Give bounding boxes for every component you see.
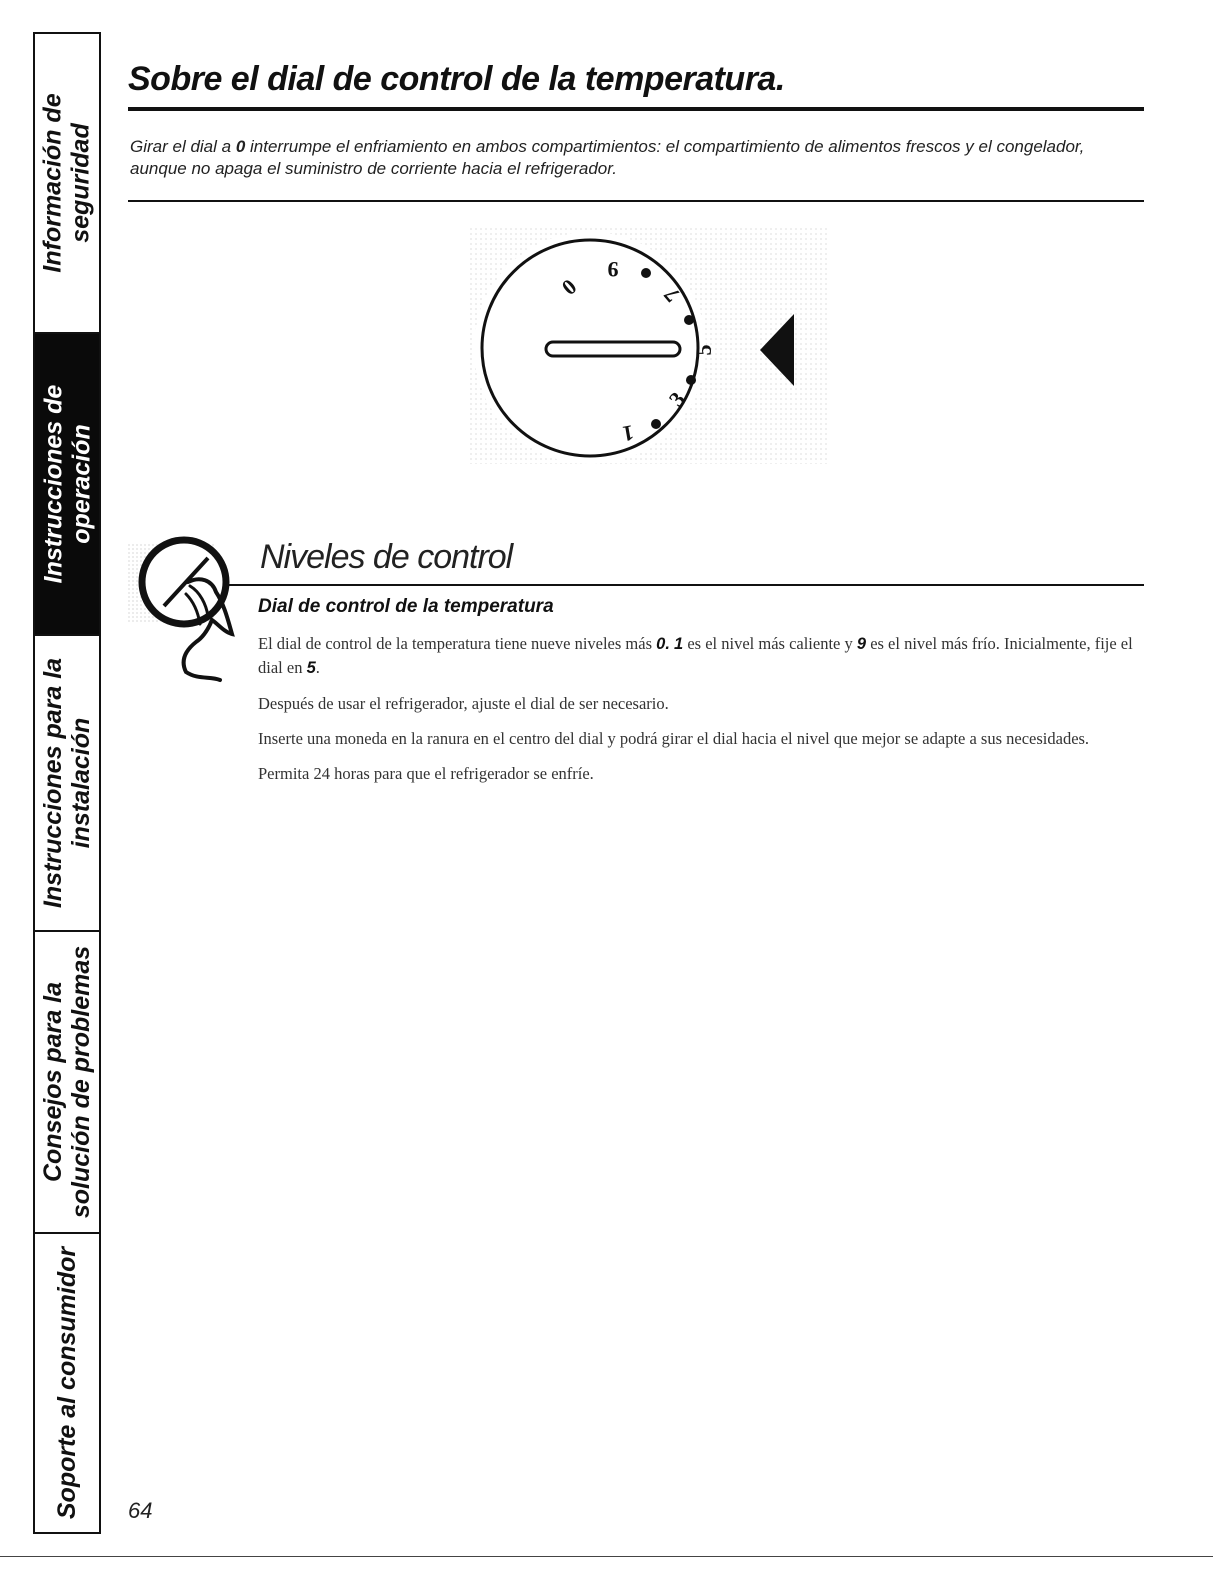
tab-label-line: instalación <box>67 717 96 849</box>
bold-value: 9 <box>856 635 867 653</box>
dial-dot <box>684 315 694 325</box>
tab-label-line: Consejos para la <box>39 981 67 1183</box>
paragraph-text: . <box>315 658 320 677</box>
dial-number-3: 3 <box>663 386 690 412</box>
dial-number-9: 9 <box>607 257 619 282</box>
tab-label-line: seguridad <box>67 123 95 243</box>
paragraph-text: es el nivel más frío. Inicialmente, fije el dial en <box>258 634 1133 677</box>
intro-divider <box>128 200 1144 202</box>
intro-bold-zero: 0 <box>235 137 246 156</box>
tab-label-line: Soporte al consumidor <box>53 1246 82 1520</box>
paragraph-levels <box>258 632 1142 680</box>
section-body <box>258 632 1142 797</box>
title-divider <box>128 107 1144 111</box>
page-number: 64 <box>128 1498 153 1523</box>
bold-value: 5 <box>306 659 316 677</box>
tab-informacion-de-seguridad[interactable] <box>35 34 99 334</box>
dial-dot <box>651 419 661 429</box>
intro-text: Girar el dial a <box>130 137 236 156</box>
intro-text: interrumpe el enfriamiento en ambos compartimientos: el compartimiento de alimentos frescos y el congelador, aunque no apaga el suministro de corriente hacia el refrigerador. <box>130 137 1085 178</box>
paragraph-text: es el nivel más caliente y <box>683 634 857 653</box>
page-title: Sobre el dial de control de la temperatura. <box>128 60 785 98</box>
subsection-title: Dial de control de la temperatura <box>258 596 554 617</box>
hand-turning-dial-icon <box>128 520 246 685</box>
page-bottom-rule <box>0 1556 1213 1557</box>
paragraph-coin: Inserte una moneda en la ranura en el centro del dial y podrá girar el dial hacia el nivel que mejor se adapte a sus necesidades. <box>258 729 1090 748</box>
dial-number-7: 7 <box>658 282 685 308</box>
section-tab-strip <box>33 32 101 1534</box>
dial-number-0: 0 <box>556 273 582 300</box>
tab-label-line: operación <box>67 424 96 544</box>
intro-paragraph <box>130 136 1140 180</box>
paragraph-cooldown: Permita 24 horas para que el refrigerador se enfríe. <box>258 764 594 783</box>
dial-number-1: 1 <box>620 420 636 447</box>
tab-label-line: Instrucciones de <box>39 384 68 584</box>
tab-label-line: Instrucciones para la <box>39 657 68 909</box>
tab-consejos-para-la-solucion-de-problemas[interactable] <box>35 932 99 1234</box>
bold-value: 1 <box>674 635 684 653</box>
tab-label-line: Información de <box>39 93 67 273</box>
tab-label-line: solución de problemas <box>67 945 95 1219</box>
temperature-dial-illustration <box>470 228 830 464</box>
dial-dot <box>641 268 651 278</box>
bold-value: 0. <box>656 635 670 653</box>
coin-slot <box>546 342 680 356</box>
dial-dot <box>686 375 696 385</box>
paragraph-text: El dial de control de la temperatura tiene nueve niveles más <box>258 634 657 653</box>
tab-soporte-al-consumidor[interactable] <box>35 1234 99 1532</box>
tab-instrucciones-para-la-instalacion[interactable] <box>35 636 99 932</box>
dial-number-5: 5 <box>691 344 716 356</box>
section-title: Niveles de control <box>260 538 513 576</box>
paragraph-adjust: Después de usar el refrigerador, ajuste el dial de ser necesario. <box>258 694 669 713</box>
tab-instrucciones-de-operacion[interactable] <box>35 334 99 636</box>
section-divider <box>228 584 1144 586</box>
